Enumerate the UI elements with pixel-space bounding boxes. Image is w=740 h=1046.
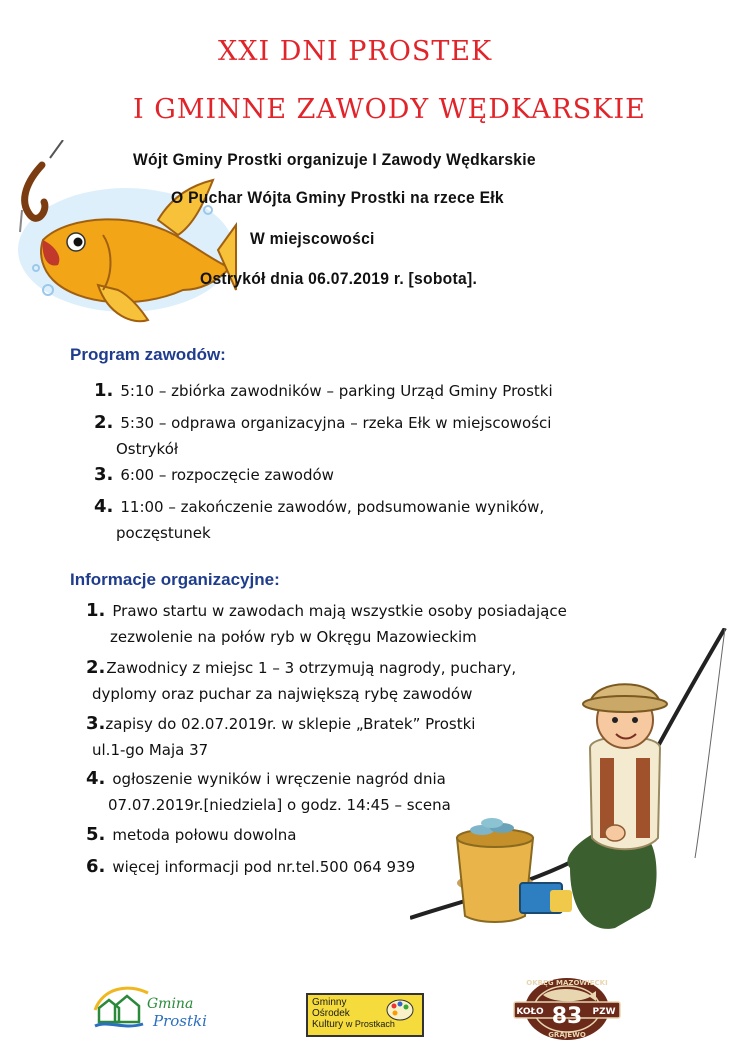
item-continuation: ul.1-go Maja 37 — [92, 741, 209, 759]
info-heading: Informacje organizacyjne: — [70, 570, 280, 589]
fisherman-illustration — [410, 628, 740, 948]
subtitle-line-1: Wójt Gminy Prostki organizuje I Zawody Wędkarskie — [133, 150, 536, 169]
program-item-1 — [94, 378, 654, 404]
item-text: Zawodnicy z miejsc 1 – 3 otrzymują nagrody, puchary, — [106, 659, 517, 677]
item-number: 3. — [86, 713, 106, 734]
pzw-logo-bottom: GRAJEWO — [548, 1031, 586, 1039]
item-number: 1. — [94, 380, 114, 401]
gmina-logo-line-1: Gmina — [147, 996, 194, 1012]
item-text: metoda połowu dowolna — [112, 826, 297, 844]
pzw-logo-number: 83 — [551, 1004, 583, 1029]
item-continuation: Ostrykół — [116, 440, 179, 458]
item-number: 2. — [94, 412, 114, 433]
gmina-logo-line-2: Prostki — [153, 1012, 207, 1030]
gok-logo — [306, 993, 424, 1037]
item-text: 11:00 – zakończenie zawodów, podsumowanie wyników, — [120, 498, 545, 516]
gok-logo-line-1: Gminny — [312, 997, 347, 1008]
item-number: 1. — [86, 600, 106, 621]
item-number: 2. — [86, 657, 106, 678]
subtitle-line-2: O Puchar Wójta Gminy Prostki na rzece Ełk — [171, 188, 504, 207]
program-item-4 — [94, 494, 654, 546]
program-heading: Program zawodów: — [70, 345, 226, 364]
item-continuation: poczęstunek — [116, 524, 211, 542]
palette-icon — [386, 999, 414, 1021]
item-continuation: 07.07.2019r.[niedziela] o godz. 14:45 – scena — [108, 796, 451, 814]
item-text: więcej informacji pod nr.tel.500 064 939 — [112, 858, 416, 876]
item-text: Prawo startu w zawodach mają wszystkie osoby posiadające — [112, 602, 567, 620]
item-text: zapisy do 02.07.2019r. w sklepie „Bratek” Prostki — [105, 715, 476, 733]
item-text: 6:00 – rozpoczęcie zawodów — [120, 466, 334, 484]
item-number: 6. — [86, 856, 106, 877]
item-continuation: dyplomy oraz puchar za największą rybę zawodów — [92, 685, 473, 703]
item-number: 4. — [86, 768, 106, 789]
item-continuation: zezwolenie na połów ryb w Okręgu Mazowieckim — [110, 628, 477, 646]
gok-logo-line-3: Kultury — [312, 1019, 344, 1030]
program-item-2 — [94, 410, 654, 462]
subtitle-line-3: W miejscowości — [250, 229, 375, 248]
item-text: 5:30 – odprawa organizacyjna – rzeka Ełk w miejscowości — [120, 414, 552, 432]
item-number: 4. — [94, 496, 114, 517]
fish-illustration — [8, 140, 238, 340]
title-line-1: XXI DNI PROSTEK — [218, 36, 493, 67]
pzw-logo-top: OKRĘG MAZOWIECKI — [526, 979, 608, 987]
gmina-prostki-logo — [93, 978, 228, 1033]
item-text: ogłoszenie wyników i wręczenie nagród dnia — [112, 770, 446, 788]
subtitle-line-4: Ostrykół dnia 06.07.2019 r. [sobota]. — [200, 269, 478, 288]
pzw-logo-left: KOŁO — [516, 1007, 544, 1017]
item-text: 5:10 – zbiórka zawodników – parking Urząd Gminy Prostki — [120, 382, 553, 400]
title-line-2: I GMINNE ZAWODY WĘDKARSKIE — [133, 94, 646, 125]
gok-logo-line-2: Ośrodek — [312, 1008, 350, 1019]
item-number: 3. — [94, 464, 114, 485]
pzw-logo — [508, 975, 626, 1043]
item-number: 5. — [86, 824, 106, 845]
program-item-3 — [94, 462, 654, 488]
gok-logo-line-4: w Prostkach — [345, 1019, 395, 1029]
pzw-logo-right: PZW — [592, 1007, 616, 1017]
